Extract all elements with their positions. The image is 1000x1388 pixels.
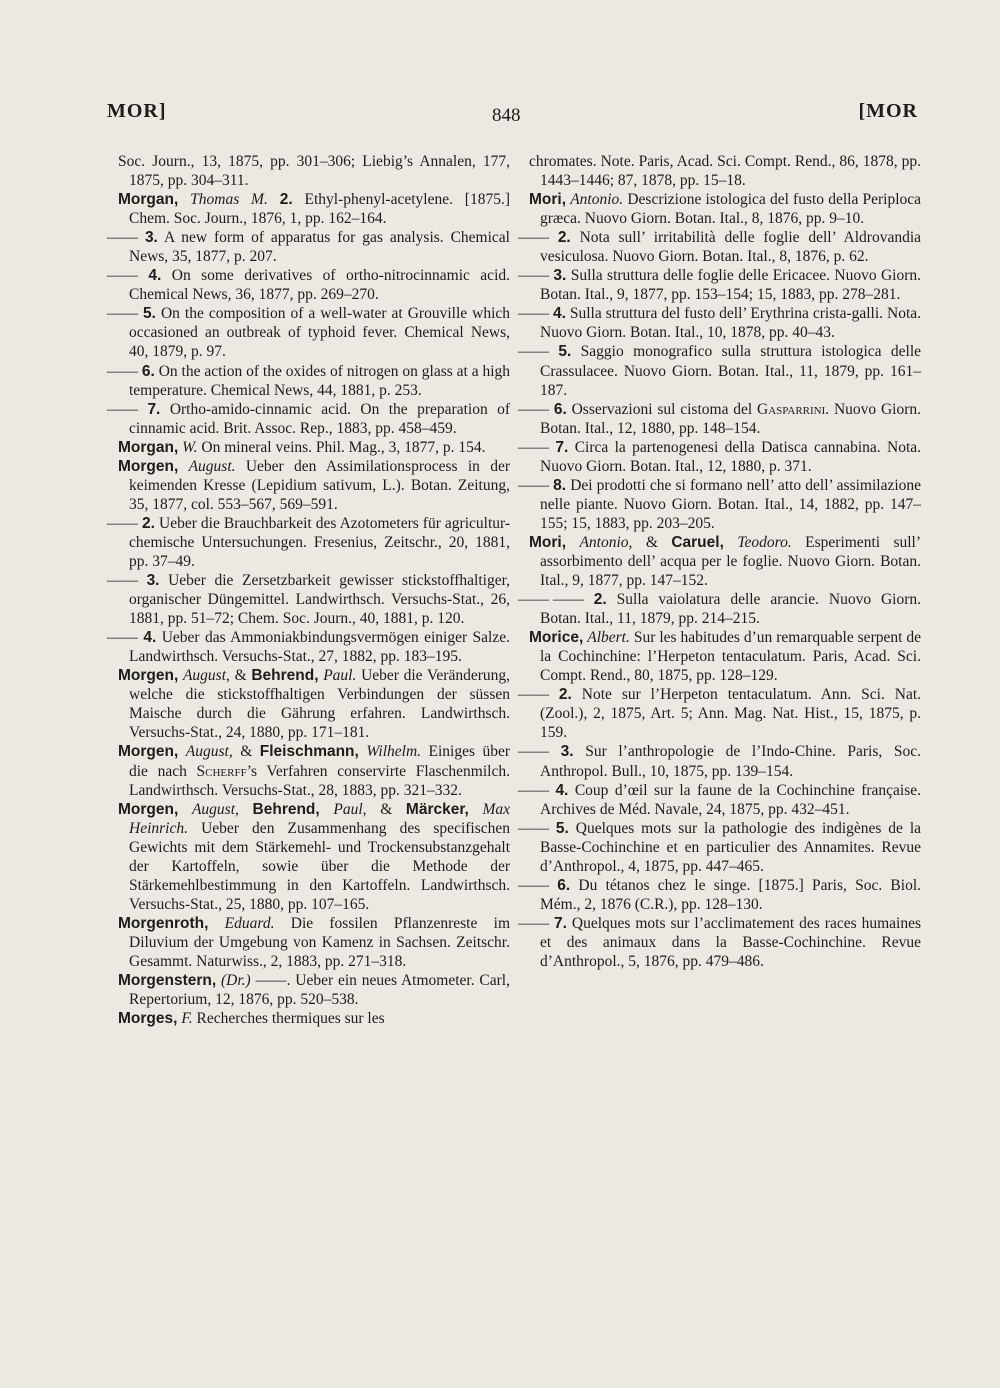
entry-text: Recherches thermiques sur les [196, 1010, 385, 1028]
ampersand: & [240, 743, 253, 761]
ditto-dash: —— [518, 229, 549, 247]
author-given-name: Paul, [333, 800, 367, 818]
bibliography-entry [518, 781, 922, 819]
bibliography-entry [118, 742, 510, 799]
page-number: 848 [492, 105, 521, 126]
entry-number: 6. [553, 400, 567, 418]
author-given-name: Teodoro. [737, 533, 792, 551]
ditto-dash: —— [518, 438, 549, 456]
author-given-name: August, [185, 743, 233, 761]
entry-text: Quelques mots sur la pathologie des indigènes de la Basse-Cochinchine et en particulier des Annamites. Revue d’Anthropol., 4, 1875, pp. 447–465. [540, 819, 922, 875]
author-name: Morgan, [118, 191, 179, 209]
entry-text: Sulla vaiolatura delle arancie. Nuovo Giorn. Botan. Ital., 11, 1879, pp. 214–215. [540, 591, 922, 628]
ampersand: & [234, 667, 247, 685]
entry-number: 3. [146, 572, 160, 590]
author-name: Morgenstern, [118, 972, 217, 990]
entry-text: Ueber den Assimilationsprocess in der keimenden Kresse (Lepidium sativum, L.). Botan. Zeitung, 35, 1877, col. 553–567, 569–591. [129, 457, 511, 513]
entry-number: 6. [141, 362, 155, 380]
entry-text: Ueber die Brauchbarkeit des Azotometers für agricultur-chemische Untersuchungen. Fresenius, Zeitschr., 20, 1881, pp. 37–49. [129, 514, 511, 570]
entry-text: chromates. Note. Paris, Acad. Sci. Compt. Rend., 86, 1878, pp. 1443–1446; 87, 1878, pp. 15–18. [529, 153, 921, 190]
ampersand: & [645, 533, 658, 551]
author-name: Morgen, [118, 457, 179, 475]
bibliography-entry [107, 228, 510, 266]
entry-number: 3. [144, 229, 158, 247]
ditto-dash: —— [107, 229, 138, 247]
ditto-dash: —— [107, 362, 138, 380]
author-given-name: August. [188, 457, 236, 475]
bibliography-entry [518, 400, 922, 438]
ditto-dash: —— [518, 267, 549, 285]
ditto-dash: —— [518, 781, 549, 799]
entry-text: Dei prodotti che si formano nell’ atto dell’ assimilazione nelle piante. Nuovo Giorn. Botan. Ital., 14, 1882, pp. 147–155; 15, 1883, pp. 203–205. [540, 476, 922, 532]
entry-text: Du tétanos chez le singe. [1875.] Paris, Soc. Biol. Mém., 2, 1876 (C.R.), pp. 128–130. [540, 876, 922, 913]
entry-text: Quelques mots sur l’acclimatement des races humaines et des animaux dans la Basse-Cochinchine. Revue d’Anthropol., 5, 1876, pp. 479–486. [540, 914, 922, 970]
author-name: Morgenroth, [118, 914, 209, 932]
bibliography-entry [107, 362, 511, 400]
bibliography-entry [518, 819, 922, 876]
author-name: Morges, [118, 1010, 178, 1028]
bibliography-entry [107, 266, 510, 304]
bibliography-entry [518, 342, 921, 399]
bibliography-entry [118, 971, 510, 1009]
bibliography-entry [118, 190, 510, 228]
entry-number: 2. [593, 591, 607, 609]
ditto-dash: —— [518, 343, 549, 361]
author-name: Morgen, [118, 800, 179, 818]
entry-text: Ueber die Zersetzbarkeit gewisser stickstoffhaltiger, organischer Düngemittel. Landwirthsch. Versuchs-Stat., 26, 1881, pp. 51–72; Chem. Soc. Journ., 40, 1881, p. 120. [129, 572, 510, 628]
entry-text: Coup d’œil sur la faune de la Cochinchine française. Archives de Méd. Navale, 24, 1875, pp. 432–451. [540, 781, 922, 818]
bibliography-entry [518, 476, 922, 533]
author-given-name: August, [191, 800, 239, 818]
entry-number: 4. [552, 305, 566, 323]
entry-number: 2. [142, 514, 155, 532]
bibliography-entry [529, 190, 921, 228]
entry-text: Sulla struttura del fusto dell’ Erythrina crista-galli. Nota. Nuovo Giorn. Botan. Ital., 10, 1878, pp. 40–43. [540, 305, 922, 342]
person-name: Gasparrini [757, 400, 826, 418]
entry-text: Osservazioni sul cistoma del [571, 400, 758, 418]
entry-text: A new form of apparatus for gas analysis. Chemical News, 35, 1877, p. 207. [129, 229, 510, 266]
author-name: Morgan, [118, 438, 179, 456]
bibliography-entry [518, 685, 922, 742]
entry-number: 7. [553, 914, 567, 932]
ditto-dash: ——. [255, 972, 296, 990]
bibliography-entry [518, 914, 922, 971]
bibliography-entry [529, 628, 921, 685]
entry-number: 3. [560, 743, 574, 761]
entry-text: Esperimenti sull’ assorbimento dell’ acqua per le foglie. Nuovo Giorn. Botan. Ital., 9, 1877, pp. 147–152. [540, 533, 922, 590]
ditto-dash: —— [518, 876, 549, 894]
bibliography-entry [107, 571, 510, 628]
author-name: Fleischmann, [259, 743, 359, 761]
entry-text: Ethyl-phenyl-acetylene. [1875.] Chem. Soc. Journ., 1876, 1, pp. 162–164. [129, 191, 510, 228]
bibliography-entry [529, 533, 921, 590]
entry-text: Ueber den Zusammenhang des specifischen Gewichts mit dem Stärkemehl- und Trockensubstanzgehalt der Kartoffeln, sowie über die Methode der Stärkemehlbestimmung in den Kartoffeln. Landwirthsch. Versuchs-Stat., 25, 1880, pp. 107–165. [129, 819, 511, 913]
ampersand: & [380, 800, 393, 818]
running-head-right: [MOR [858, 100, 918, 122]
right-column [518, 152, 922, 971]
entry-number: 2. [558, 686, 572, 704]
entry-text: Ortho-amido-cinnamic acid. On the preparation of cinnamic acid. Brit. Assoc. Rep., 1883, pp. 458–459. [129, 400, 511, 437]
author-name: Caruel, [671, 533, 724, 551]
entry-text: Sulla struttura delle foglie delle Ericacee. Nuovo Giorn. Botan. Ital., 9, 1877, pp. 153–154; 15, 1883, pp. 278–281. [540, 267, 922, 304]
entry-number: 4. [143, 629, 157, 647]
entry-number: 4. [148, 267, 162, 285]
entry-text: . Nuovo Giorn. Botan. Ital., 12, 1880, pp. 148–154. [540, 400, 922, 437]
left-column [107, 152, 511, 1028]
entry-number: 5. [558, 343, 572, 361]
entry-text: Sur l’anthropologie de l’Indo-Chine. Paris, Soc. Anthropol. Bull., 10, 1875, pp. 139–154. [540, 743, 922, 780]
ditto-dash: —— [107, 572, 138, 590]
author-given-name: Wilhelm. [366, 743, 422, 761]
entry-text: On some derivatives of ortho-nitrocinnamic acid. Chemical News, 36, 1877, pp. 269–270. [129, 267, 510, 304]
author-given-name: Antonio, [579, 533, 633, 551]
ditto-dash: —— [107, 305, 138, 323]
ditto-dash: —— [107, 267, 138, 285]
author-name: Morice, [529, 629, 584, 647]
entry-text: On the composition of a well-water at Grouville which occasioned an outbreak of typhoid fever. Chemical News, 40, 1879, p. 97. [129, 305, 511, 361]
bibliography-entry [118, 438, 510, 457]
bibliography-entry [529, 152, 921, 190]
ditto-dash: —— [518, 400, 549, 418]
author-name: Märcker, [405, 800, 469, 818]
bibliography-entry [118, 914, 510, 971]
author-given-name: August, [182, 667, 230, 685]
author-name: Behrend, [251, 667, 319, 685]
ditto-dash: —— —— [518, 591, 584, 609]
author-given-name: Max Heinrich. [129, 800, 511, 837]
bibliography-entry [107, 628, 510, 666]
author-name: Morgen, [118, 667, 179, 685]
ditto-dash: —— [518, 743, 549, 761]
entry-number: 6. [557, 876, 571, 894]
author-name: Behrend, [252, 800, 320, 818]
entry-text: Descrizione istologica del fusto della Periploca græca. Nuovo Giorn. Botan. Ital., 8, 1876, pp. 9–10. [540, 191, 922, 228]
bibliography-entry [118, 1009, 510, 1028]
author-given-name: W. [182, 438, 198, 456]
author-given-name: Albert. [587, 629, 630, 647]
bibliography-entry [118, 666, 510, 742]
ditto-dash: —— [518, 819, 549, 837]
author-name: Mori, [529, 191, 567, 209]
entry-text: Ueber ein neues Atmometer. Carl, Repertorium, 12, 1876, pp. 520–538. [129, 972, 510, 1009]
entry-number: 7. [147, 400, 161, 418]
bibliography-entry [518, 590, 922, 628]
author-given-name: (Dr.) [221, 972, 251, 990]
bibliography-entry [518, 876, 922, 914]
bibliography-entry [118, 457, 510, 514]
entry-number: 7. [555, 438, 569, 456]
entry-text: Circa la partenogenesi della Datisca cannabina. Nota. Nuovo Giorn. Botan. Ital., 12, 1880, p. 371. [540, 438, 922, 475]
bibliography-entry [518, 438, 922, 476]
entry-number: 4. [555, 781, 569, 799]
ditto-dash: —— [107, 514, 138, 532]
person-name: Scherff [196, 762, 247, 780]
entry-text: Saggio monografico sulla struttura istologica delle Crassulacee. Nuovo Giorn. Botan. Ital., 11, 1879, pp. 161–187. [540, 343, 921, 399]
author-given-name: Thomas M. [190, 191, 268, 209]
ditto-dash: —— [518, 305, 549, 323]
author-given-name: Antonio. [570, 191, 624, 209]
entry-number: 2. [279, 191, 293, 209]
entry-text: ’s Verfahren conservirte Flaschenmilch. Landwirthsch. Versuchs-Stat., 28, 1883, pp. 321–332. [129, 762, 510, 799]
entry-text: Sur les habitudes d’un remarquable serpent de la Cochinchine: l’Herpeton tentaculatum. Paris, Acad. Sci. Compt. Rend., 80, 1875, pp. 128–129. [540, 629, 922, 685]
ditto-dash: —— [107, 400, 138, 418]
ditto-dash: —— [518, 914, 549, 932]
entry-number: 8. [553, 476, 567, 494]
entry-text: Ueber die Veränderung, welche die stickstoffhaltigen Verbindungen der süssen Maische durch die Gährung erfahren. Landwirthsch. Versuchs-Stat., 24, 1880, pp. 171–181. [129, 667, 511, 742]
author-given-name: Eduard. [224, 914, 275, 932]
entry-number: 5. [143, 305, 156, 323]
running-head-left: MOR] [107, 100, 167, 122]
author-name: Mori, [529, 533, 567, 551]
ditto-dash: —— [518, 476, 549, 494]
bibliography-entry [518, 304, 922, 342]
entry-number: 5. [555, 819, 569, 837]
entry-text: Nota sull’ irritabilità delle foglie dell’ Aldrovandia vesiculosa. Nuovo Giorn. Botan. Ital., 8, 1876, p. 62. [540, 229, 922, 266]
bibliography-entry [107, 400, 511, 438]
entry-text: Ueber das Ammoniakbindungsvermögen einiger Salze. Landwirthsch. Versuchs-Stat., 27, 1882, pp. 183–195. [129, 629, 510, 666]
bibliography-entry [107, 514, 511, 571]
bibliography-entry [518, 742, 922, 780]
entry-text: On mineral veins. Phil. Mag., 3, 1877, p. 154. [201, 438, 486, 456]
bibliography-entry [107, 304, 511, 361]
entry-number: 2. [557, 229, 571, 247]
bibliography-entry [518, 266, 922, 304]
entry-number: 3. [553, 267, 567, 285]
entry-text: Die fossilen Pflanzenreste im Diluvium der Umgebung von Kamenz in Sachsen. Zeitschr. Gesammt. Naturwiss., 2, 1883, pp. 271–318. [129, 914, 510, 970]
ditto-dash: —— [107, 629, 138, 647]
entry-text: On the action of the oxides of nitrogen on glass at a high temperature. Chemical News, 44, 1881, p. 253. [129, 362, 511, 399]
author-given-name: Paul. [323, 667, 357, 685]
author-given-name: F. [181, 1010, 193, 1028]
entry-text: Soc. Journ., 13, 1875, pp. 301–306; Liebig’s Annalen, 177, 1875, pp. 304–311. [118, 153, 510, 190]
ditto-dash: —— [518, 686, 549, 704]
entry-text: Note sur l’Herpeton tentaculatum. Ann. Sci. Nat. (Zool.), 2, 1875, Art. 5; Ann. Mag. Nat. Hist., 15, 1875, p. 159. [540, 686, 922, 742]
bibliography-entry [118, 800, 510, 914]
entry-text: Einiges über die nach [129, 743, 511, 780]
bibliography-entry [518, 228, 922, 266]
bibliography-entry [118, 152, 510, 190]
author-name: Morgen, [118, 743, 179, 761]
